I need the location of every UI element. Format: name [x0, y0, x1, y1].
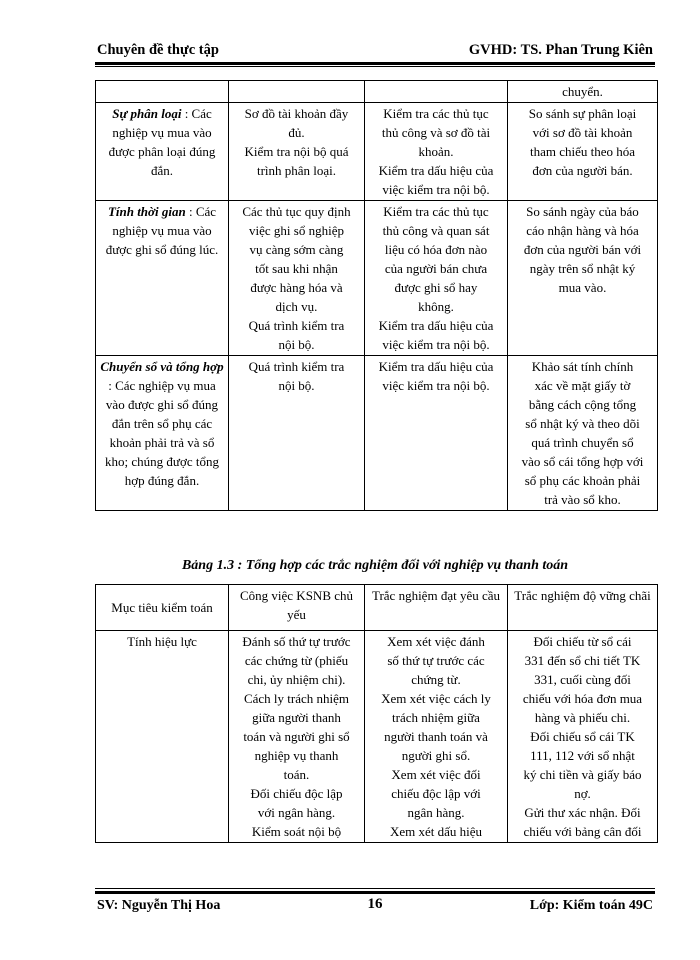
cell-text-line: khoản.: [418, 144, 454, 159]
cell-text-line: tốt sau khi nhận: [255, 261, 338, 276]
cell-text-line: ngày trên sổ nhật ký: [529, 261, 636, 276]
cell-text-line: Cách ly trách nhiệm: [243, 691, 350, 706]
cell-text-line: Kiểm soát nội bộ: [251, 824, 342, 839]
cell-text-line: So sánh ngày của báo: [526, 204, 639, 219]
cell-text-line: vụ càng sớm càng: [249, 242, 344, 257]
header-rule-thick: [95, 62, 655, 65]
objective-cell: [96, 81, 229, 103]
objective-cell: Tính hiệu lực: [96, 631, 229, 843]
cell-text-line: hàng và phiếu chi.: [534, 710, 631, 725]
cell-text-line: So sánh sự phân loại: [528, 106, 637, 121]
cell-text-line: chuyển.: [562, 84, 603, 99]
table-row: [96, 356, 658, 511]
cell-text-line: nghiệp vụ thanh: [254, 748, 339, 763]
footer-rule-thin: [95, 888, 655, 889]
substantive-cell: [508, 103, 658, 201]
page-number: 16: [367, 896, 383, 912]
control-cell: [229, 103, 365, 201]
compliance-cell: [365, 631, 508, 843]
control-cell: [229, 201, 365, 356]
cell-text-line: Xem xét việc đánh: [387, 634, 485, 649]
cell-text-line: Gửi thư xác nhận. Đối: [524, 805, 641, 820]
cell-text-line: Khảo sát tính chính: [531, 359, 634, 374]
cell-text-line: tham chiếu theo hóa: [529, 144, 636, 159]
cell-text-line: Kiểm tra dấu hiệu của: [378, 359, 494, 374]
cell-text-line: Kiểm tra các thủ tục: [383, 106, 489, 121]
cell-text-line: chiếu độc lập với: [391, 786, 481, 801]
cell-text-line: thủ công và sơ đồ tài: [381, 125, 491, 140]
substantive-cell: [508, 81, 658, 103]
cell-text-line: của người bán chưa: [384, 261, 488, 276]
cell-text-line: được ghi sổ hay: [394, 280, 478, 295]
cell-text-line: số thứ tự trước các: [387, 653, 485, 668]
cell-text-line: ký chi tiền và giấy báo: [523, 767, 642, 782]
table-row: [96, 103, 658, 201]
footer-rule-thick: [95, 891, 655, 894]
header-cell-substantive: Trắc nghiệm độ vững chãi: [508, 585, 658, 631]
cell-text-line: với sơ đồ tài khoản: [532, 125, 633, 140]
cell-text-line: đơn của người bán với: [523, 242, 642, 257]
cell-text-line: việc kiểm tra nội bộ.: [382, 337, 490, 352]
cell-text-line: chiếu với hóa đơn mua: [522, 691, 643, 706]
objective-title: Tính thời gian: [107, 204, 186, 219]
cell-text-line: Đối chiếu sổ cái TK: [530, 729, 635, 744]
page-header: [95, 38, 655, 60]
objective-cell: [96, 356, 229, 511]
header-cell-compliance: Trắc nghiệm đạt yêu cầu: [365, 585, 508, 631]
table-caption: Bảng 1.3 : Tổng hợp các trắc nghiệm đối với nghiệp vụ thanh toán: [181, 558, 569, 573]
cell-text-line: thủ công và quan sát: [382, 223, 490, 238]
compliance-cell: [365, 81, 508, 103]
substantive-cell: [508, 631, 658, 843]
cell-text-line: đủ.: [288, 125, 305, 140]
header-cell-control: Công việc KSNB chủ yếu: [229, 585, 365, 631]
cell-text-line: nội bộ.: [278, 337, 315, 352]
substantive-cell: [508, 356, 658, 511]
footer-class: Lớp: Kiểm toán 49C: [529, 898, 653, 913]
cell-text-line: Quá trình kiểm tra: [248, 359, 345, 374]
cell-text-line: Kiểm tra dấu hiệu của: [378, 163, 494, 178]
cell-text-line: việc kiểm tra nội bộ.: [382, 378, 490, 393]
objective-description: : Các nghiệp vụ mua vào được phân loại đúng đắn.: [108, 106, 216, 178]
cell-text-line: Sơ đồ tài khoản đầy: [244, 106, 349, 121]
cell-text-line: việc ghi sổ nghiệp: [249, 223, 344, 238]
cell-text-line: việc kiểm tra nội bộ.: [382, 182, 490, 197]
control-cell: [229, 356, 365, 511]
cell-text-line: 111, 112 với sổ nhật: [530, 748, 635, 763]
cell-text-line: trả vào sổ kho.: [544, 492, 621, 507]
cell-text-line: sổ nhật ký và theo dõi: [525, 416, 640, 431]
cell-text-line: mua vào.: [558, 280, 607, 295]
cell-text-line: Xem xét việc đối: [391, 767, 481, 782]
cell-text-line: Kiểm tra nội bộ quá: [244, 144, 349, 159]
cell-text-line: Đánh số thứ tự trước: [242, 634, 351, 649]
objective-cell: [96, 103, 229, 201]
objective-description: : Các nghiệp vụ mua vào được ghi sổ đúng lúc.: [105, 204, 219, 257]
cell-text-line: Đối chiếu từ sổ cái: [533, 634, 632, 649]
cell-text-line: với ngân hàng.: [257, 805, 336, 820]
cell-text-line: xác về mặt giấy tờ: [534, 378, 631, 393]
table-header-row: [96, 585, 658, 631]
objective-description: : Các nghiệp vụ mua vào được ghi sổ đúng đắn trên sổ phụ các khoản phải trả và sổ kho; chúng được tổng hợp đúng đắn.: [105, 378, 219, 488]
cell-text-line: đơn của người bán.: [532, 163, 633, 178]
cell-text-line: giữa người thanh: [252, 710, 341, 725]
cell-text-line: Quá trình kiểm tra: [248, 318, 345, 333]
table-row: [96, 81, 658, 103]
compliance-cell: [365, 103, 508, 201]
cell-text-line: quá trình chuyển sổ: [531, 435, 634, 450]
table-row: [96, 201, 658, 356]
cell-text-line: dịch vụ.: [275, 299, 318, 314]
cell-text-line: Xem xét dấu hiệu: [389, 824, 483, 839]
purchase-tests-table: [95, 80, 658, 511]
cell-text-line: toán và người ghi sổ: [243, 729, 350, 744]
cell-text-line: nợ.: [574, 786, 591, 801]
footer-student: SV: Nguyễn Thị Hoa: [97, 898, 221, 913]
compliance-cell: [365, 356, 508, 511]
cell-text-line: chứng từ.: [411, 672, 461, 687]
payment-tests-table: [95, 584, 658, 843]
header-rule-thin: [95, 66, 655, 67]
header-course: Chuyên đề thực tập: [97, 42, 219, 58]
cell-text-line: trách nhiệm giữa: [392, 710, 480, 725]
cell-text-line: được hàng hóa và: [250, 280, 343, 295]
cell-text-line: chiếu với bảng cân đối: [523, 824, 642, 839]
cell-text-line: Kiểm tra các thủ tục: [383, 204, 489, 219]
cell-text-line: 331 đến sổ chi tiết TK: [524, 653, 641, 668]
cell-text-line: Xem xét việc cách ly: [381, 691, 491, 706]
cell-text-line: vào sổ cái tổng hợp với: [521, 454, 644, 469]
page-footer: [95, 896, 655, 918]
header-cell-objective: Mục tiêu kiểm toán: [96, 585, 229, 631]
control-cell: [229, 631, 365, 843]
cell-text-line: người ghi sổ.: [401, 748, 471, 763]
cell-text-line: các chứng từ (phiếu: [244, 653, 349, 668]
cell-text-line: cáo nhận hàng và hóa: [526, 223, 639, 238]
cell-text-line: Kiểm tra dấu hiệu của: [378, 318, 494, 333]
cell-text-line: chi, ủy nhiệm chi).: [247, 672, 346, 687]
cell-text-line: ngân hàng.: [407, 805, 465, 820]
cell-text-line: sổ phụ các khoản phải: [524, 473, 641, 488]
cell-text-line: Các thủ tục quy định: [242, 204, 351, 219]
objective-cell: [96, 201, 229, 356]
header-advisor: GVHD: TS. Phan Trung Kiên: [468, 42, 653, 58]
cell-text-line: Đối chiếu độc lập: [250, 786, 343, 801]
objective-title: Sự phân loại: [112, 106, 182, 121]
compliance-cell: [365, 201, 508, 356]
cell-text-line: trình phân loại.: [256, 163, 337, 178]
cell-text-line: bằng cách cộng tổng: [528, 397, 637, 412]
objective-title: Chuyển sổ và tổng hợp: [100, 359, 224, 374]
cell-text-line: toán.: [283, 767, 310, 782]
table-row: [96, 631, 658, 843]
substantive-cell: [508, 201, 658, 356]
cell-text-line: không.: [418, 299, 454, 314]
cell-text-line: 331, cuối cùng đối: [534, 672, 631, 687]
cell-text-line: nội bộ.: [278, 378, 315, 393]
cell-text-line: liệu có hóa đơn nào: [384, 242, 488, 257]
control-cell: [229, 81, 365, 103]
cell-text-line: người thanh toán và: [384, 729, 488, 744]
